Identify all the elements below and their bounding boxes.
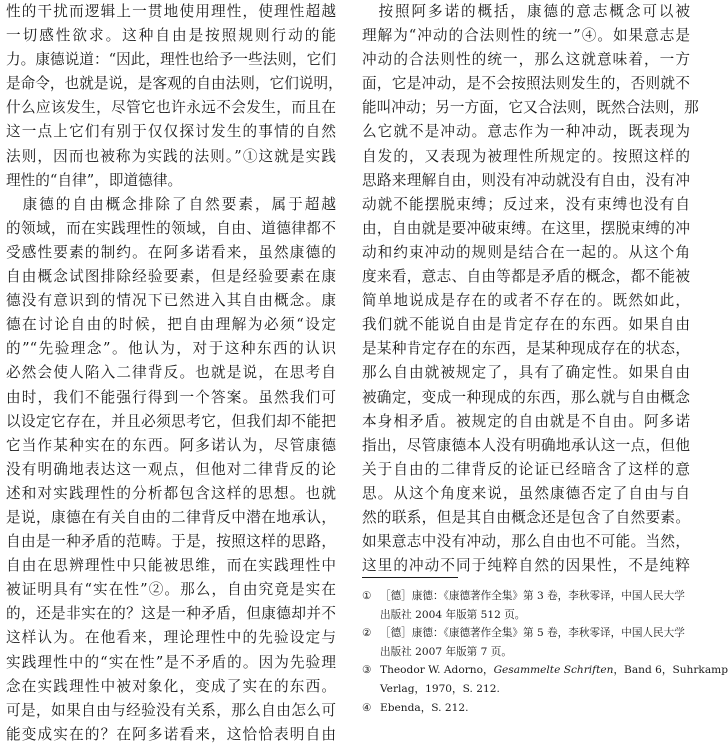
footnote-1 (362, 587, 692, 606)
text-line: 思。从这个角度来说，虽然康德否定了自由与自 (362, 484, 690, 502)
text-line: 那么自由就被规定了，具有了确定性。如果自由 (362, 364, 690, 382)
footnote-marker: ④ (362, 701, 372, 714)
footnotes (362, 587, 728, 717)
text-line: 德在讨论自由的时候，把自由理解为必须“设定 (6, 316, 336, 334)
text-line: 关于自由的二律背反的论证已经暗含了这样的意 (362, 460, 690, 478)
footnote-text: Ebenda，S. 212. (380, 701, 469, 714)
text-line: 么它就不是冲动。意志作为一种冲动，既表现为 (362, 123, 690, 141)
footnote-author: Theodor W. Adorno， (380, 664, 494, 677)
text-line: 这样认为。在他看来，理论理性中的先验设定与 (6, 629, 336, 647)
text-line: 的领域，而在实践理性的领域，自由、道德律都不 (6, 219, 336, 237)
text-line: 然的联系，但是其自由概念还是包含了自然要素。 (362, 508, 690, 526)
footnote-book-title: Gesammelte Schriften (493, 664, 614, 677)
text-line: 念在实践理性中被对象化，变成了实在的东西。 (6, 677, 336, 695)
text-line: 理性的“自律”，即道德律。 (6, 171, 183, 189)
text-line: 冲动的合法则性的统一，那么这就意味着，一方 (362, 51, 690, 69)
footnote-2-continuation: 出版社 2007 年版第 7 页。 (380, 645, 512, 658)
footnote-2 (362, 624, 692, 643)
text-line: 指出，尽管康德本人没有明确地承认这一点，但他 (362, 436, 690, 454)
text-line: 法则，因而也被称为实践的法则。”①这就是实践 (6, 147, 336, 165)
text-line: 如果意志中没有冲动，那么自由也不可能。当然， (362, 533, 690, 551)
text-line: 一切感性欲求。这种自由是按照规则行动的能 (6, 27, 336, 45)
text-line: 以设定它存在，并且必须思考它，但我们却不能把 (6, 412, 336, 430)
footnote-text: ［德］康德：《康德著作全集》第 3 卷，李秋零译，中国人民大学 (380, 590, 685, 602)
text-line: 自由概念试图排除经验要素，但是经验要素在康 (6, 268, 336, 286)
text-line: 是命令，也就是说，是客观的自由法则，它们说明， (6, 75, 343, 93)
text-line: 可是，如果自由与经验没有关系，那么自由怎么可 (6, 701, 336, 719)
text-line: 什么应该发生，尽管它也许永远不会发生，而且在 (6, 99, 336, 117)
text-line: 按照阿多诺的概括，康德的意志概念可以被 (362, 3, 690, 20)
text-line: 能叫冲动；另一方面，它又合法则，既然合法则，那 (362, 99, 699, 117)
text-line: 动就不能摆脱束缚；反过来，没有束缚也没有自 (362, 195, 690, 213)
text-line: 实践理性中的“实在性”是不矛盾的。因为先验理 (6, 653, 336, 671)
text-line: 这里的冲动不同于纯粹自然的因果性，不是纯粹 (362, 557, 690, 575)
footnote-marker: ① (362, 590, 372, 602)
text-line: 性的干扰而逻辑上一贯地使用理性，使理性超越 (6, 3, 336, 20)
text-line: 是说，康德在有关自由的二律背反中潜在地承认， (6, 508, 336, 526)
footnote-marker: ③ (362, 664, 372, 677)
footnote-text: ［德］康德：《康德著作全集》第 5 卷，李秋零译，中国人民大学 (380, 627, 685, 640)
text-line: 自由在思辨理性中只能被思维，而在实践理性中 (6, 557, 336, 575)
footnote-3 (362, 661, 728, 680)
text-line: 简单地说成是存在的或者不存在的。既然如此， (362, 292, 690, 310)
footnote-1-continuation: 出版社 2004 年版第 512 页。 (380, 608, 526, 621)
text-line: 度来看，意志、自由等都是矛盾的概念，都不能被 (362, 268, 690, 286)
text-line: 思路来理解自由，则没有冲动就没有自由，没有冲 (362, 171, 690, 189)
text-line: 必然会使人陷入二律背反。也就是说，在思考自 (6, 364, 336, 382)
text-line: 我们就不能说自由是肯定存在的东西。如果自由 (362, 316, 690, 334)
text-line: 力。康德说道：“因此，理性也给予一些法则，它们 (6, 51, 336, 69)
text-line: 面，它是冲动，是不会按照法则发生的，否则就不 (362, 75, 690, 93)
text-line: 受感性要素的制约。在阿多诺看来，虽然康德的 (6, 243, 336, 261)
footnote-marker: ② (362, 627, 372, 640)
footnote-details: ，Band 6，Suhrkamp (613, 664, 728, 677)
text-line: 理解为“冲动的合法则性的统一”④。如果意志是 (362, 27, 690, 45)
text-line: 本身相矛盾。被规定的自由就是不自由。阿多诺 (362, 412, 690, 430)
footnote-4 (362, 699, 692, 718)
text-line: 是某种肯定存在的东西，是某种现成存在的状态， (362, 340, 690, 358)
left-text-column (6, 0, 343, 747)
text-line: 的”“先验理念”。他认为，对于这种东西的认识 (6, 340, 336, 358)
text-line: 的，还是非实在的？这是一种矛盾，但康德却并不 (6, 605, 336, 623)
text-line: 自发的，又表现为被理性所规定的。按照这样的 (362, 147, 690, 165)
footnote-3-continuation: Verlag，1970，S. 212. (380, 682, 500, 695)
footnote-divider (362, 577, 458, 578)
text-line: 德没有意识到的情况下已然进入其自由概念。康 (6, 292, 336, 310)
text-line: 述和对实践理性的分析都包含这样的思想。也就 (6, 484, 336, 502)
text-line: 由，自由就是要冲破束缚。在这里，摆脱束缚的冲 (362, 219, 690, 237)
text-line: 被证明具有“实在性”②。那么，自由究竟是实在 (6, 581, 336, 599)
text-line: 自由是一种矛盾的范畴。于是，按照这样的思路， (6, 533, 336, 551)
text-line: 康德的自由概念排除了自然要素，属于超越 (6, 195, 336, 213)
text-line: 没有明确地表达这一观点，但他对二律背反的论 (6, 460, 336, 478)
text-line: 动和约束冲动的规则是结合在一起的。从这个角 (362, 243, 690, 261)
text-line: 能变成实在的？在阿多诺看来，这恰恰表明自由 (6, 725, 336, 743)
text-line: 它当作某种实在的东西。阿多诺认为，尽管康德 (6, 436, 336, 454)
right-text-column (362, 0, 699, 578)
text-line: 这一点上它们有别于仅仅探讨发生的事情的自然 (6, 123, 336, 141)
text-line: 由时，我们不能强行得到一个答案。虽然我们可 (6, 388, 336, 406)
text-line: 被确定，变成一种现成的东西，那么就与自由概念 (362, 388, 690, 406)
